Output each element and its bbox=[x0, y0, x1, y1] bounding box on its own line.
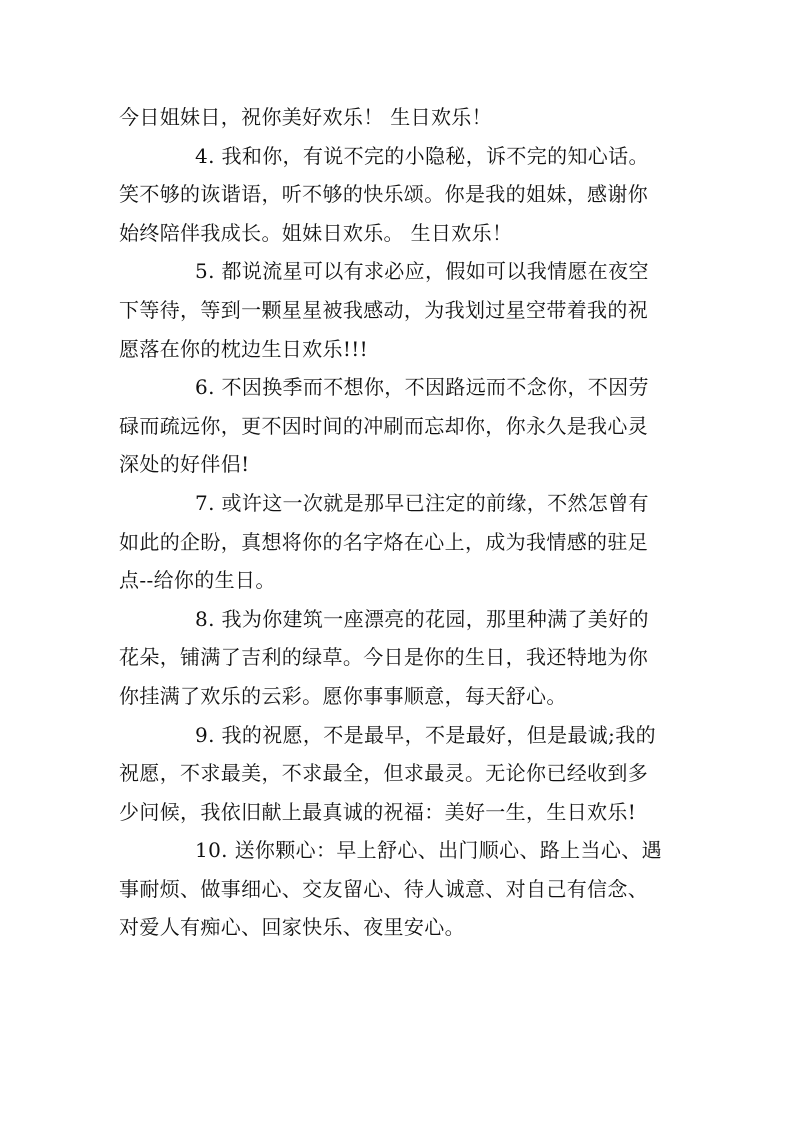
text-line: 事耐烦、做事细心、交友留心、待人诚意、对自己有信念、 bbox=[119, 876, 649, 901]
document-body bbox=[119, 98, 679, 947]
paragraph-start-line: 7. 或许这一次就是那早已注定的前缘，不然怎曾有 bbox=[195, 490, 649, 515]
paragraph-start-line: 10. 送你颗心：早上舒心、出门顺心、路上当心、遇 bbox=[195, 838, 662, 863]
paragraph-start-line: 8. 我为你建筑一座漂亮的花园，那里种满了美好的 bbox=[195, 606, 649, 631]
paragraph-start-line: 4. 我和你，有说不完的小隐秘，诉不完的知心话。 bbox=[195, 143, 649, 168]
text-line: 少问候，我依旧献上最真诚的祝福：美好一生，生日欢乐! bbox=[119, 799, 637, 824]
text-line: 始终陪伴我成长。姐妹日欢乐。 生日欢乐！ bbox=[119, 220, 513, 245]
text-line: 深处的好伴侣! bbox=[119, 452, 250, 477]
text-line: 下等待，等到一颗星星被我感动，为我划过星空带着我的祝 bbox=[119, 297, 649, 322]
text-line: 花朵，铺满了吉利的绿草。今日是你的生日，我还特地为你 bbox=[119, 645, 649, 670]
paragraph-start-line: 5. 都说流星可以有求必应，假如可以我情愿在夜空 bbox=[195, 259, 649, 284]
text-line: 对爱人有痴心、回家快乐、夜里安心。 bbox=[119, 915, 465, 940]
text-line: 愿落在你的枕边生日欢乐!!! bbox=[119, 336, 369, 361]
paragraph-start-line: 6. 不因换季而不想你，不因路远而不念你，不因劳 bbox=[195, 375, 649, 400]
text-line: 点--给你的生日。 bbox=[119, 568, 276, 593]
text-line: 如此的企盼，真想将你的名字烙在心上，成为我情感的驻足 bbox=[119, 529, 649, 554]
text-line: 今日姐妹日，祝你美好欢乐！ 生日欢乐！ bbox=[119, 105, 493, 129]
text-line: 笑不够的诙谐语，听不够的快乐颂。你是我的姐妹，感谢你 bbox=[119, 182, 649, 207]
text-line: 祝愿，不求最美，不求最全，但求最灵。无论你已经收到多 bbox=[119, 761, 649, 786]
text-line: 碌而疏远你，更不因时间的冲刷而忘却你，你永久是我心灵 bbox=[119, 413, 649, 438]
paragraph-start-line: 9. 我的祝愿，不是最早，不是最好，但是最诚;我的 bbox=[195, 722, 656, 747]
text-line: 你挂满了欢乐的云彩。愿你事事顺意，每天舒心。 bbox=[119, 683, 567, 708]
